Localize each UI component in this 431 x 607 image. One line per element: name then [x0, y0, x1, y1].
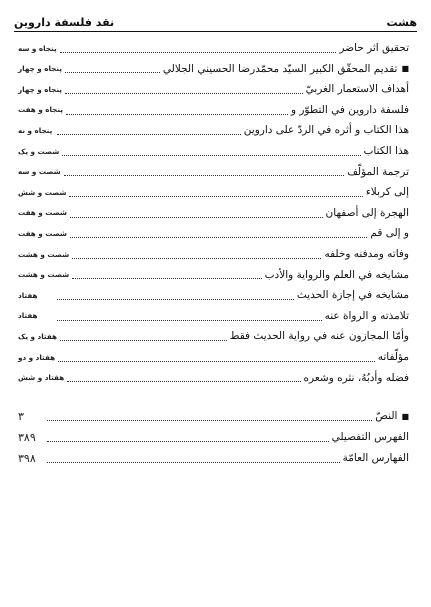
dot-leader [58, 353, 375, 362]
toc-entry-title: تلامذته و الرواة عنه [324, 309, 409, 322]
toc-entry-page: شصت و هفت [18, 208, 67, 218]
toc-entry-page: شصت و يک [18, 146, 60, 156]
dot-leader [65, 64, 160, 73]
toc-entry-title: هذا الكتاب [363, 145, 409, 158]
book-title: نقد فلسفة داروين [14, 16, 115, 29]
dot-leader [69, 188, 362, 197]
toc-entry [18, 38, 409, 59]
toc-entry [18, 100, 409, 121]
toc-entry-page: ٣ [18, 410, 24, 424]
dot-leader [47, 412, 372, 421]
toc-entry-page: هفتاد و دو [18, 352, 56, 362]
toc-entry-title: مؤلّفاته [377, 350, 409, 363]
dot-leader [72, 270, 262, 279]
toc-entry-title: تحقيق اثر حاضر [339, 42, 409, 55]
dot-leader [70, 209, 323, 218]
toc-entry-title: مشايخه في إجازة الحديث [296, 289, 409, 302]
dot-leader [47, 433, 329, 442]
dot-leader [57, 312, 322, 321]
toc-entry-title: ترجمة المؤلّف [347, 165, 409, 178]
toc-entry-title: إلى كربلاء [365, 186, 409, 199]
dot-leader [67, 373, 300, 382]
dot-leader [65, 85, 303, 94]
toc-entry-page: شصت و هشت [18, 270, 70, 280]
table-of-contents [18, 38, 409, 469]
dot-leader [64, 167, 344, 176]
toc-entry [18, 406, 409, 427]
toc-entry [18, 141, 409, 162]
toc-entry [18, 265, 409, 286]
toc-entry-page: هفتاد [18, 311, 38, 321]
dot-leader [72, 250, 321, 259]
toc-entry-title: هذا الكتاب و أثره في الردّ على داروين [243, 124, 409, 137]
square-bullet-icon: ■ [401, 411, 409, 421]
toc-entry-page: پنجاه و هفت [18, 105, 63, 115]
dot-leader [70, 229, 367, 238]
toc-entry-title: الهجرة إلى أصفهان [325, 206, 409, 219]
toc-entry [18, 368, 409, 389]
square-bullet-icon: ■ [401, 63, 409, 73]
toc-entry-title: النصّ [375, 410, 398, 423]
dot-leader [66, 106, 288, 115]
toc-entry [18, 203, 409, 224]
toc-entry-page: ٣٩٨ [18, 452, 36, 466]
toc-entry-page: شصت و هشت [18, 249, 70, 259]
toc-entry [18, 182, 409, 203]
toc-entry-title: فضله وأدبُهُ، نثره وشعره [303, 371, 409, 384]
toc-entry [18, 326, 409, 347]
toc-entry-title: وفاته ومدفنه وخلفه [324, 247, 409, 260]
dot-leader [57, 291, 294, 300]
toc-entry [18, 448, 409, 469]
toc-main-list [18, 38, 409, 388]
dot-leader [47, 454, 340, 463]
toc-entry-page: شصت و سه [18, 167, 61, 177]
toc-final-list [18, 406, 409, 469]
toc-entry-page: شصت و هفت [18, 229, 67, 239]
toc-entry [18, 59, 409, 80]
toc-entry-title: الفهرس التفصيلي [331, 431, 409, 444]
toc-entry-title: فلسفة داروين في التطوّر و [290, 103, 409, 116]
toc-entry-page: پنجاه و سه [18, 43, 57, 53]
page-label: هشت [386, 16, 417, 29]
dot-leader [60, 332, 227, 341]
toc-entry-title: تقديم المحقّق الكبير السيّد محمّدرضا الحسيني الجلالي [162, 62, 398, 75]
toc-entry [18, 244, 409, 265]
dot-leader [60, 44, 337, 53]
toc-entry [18, 306, 409, 327]
toc-entry [18, 79, 409, 100]
toc-entry-page: شصت و شش [18, 187, 67, 197]
toc-entry [18, 162, 409, 183]
toc-entry-page: پنجاه و چهار [18, 84, 62, 94]
toc-entry-page: هفتاد [18, 290, 38, 300]
toc-entry [18, 285, 409, 306]
toc-entry-page: هفتاد و يک [18, 332, 58, 341]
toc-entry-title: مشايخه في العلم والرواية والأدب [264, 268, 409, 281]
toc-entry-page: ٣٨٩ [18, 431, 36, 445]
toc-entry-title: و إلى قم [370, 227, 409, 240]
toc-entry [18, 120, 409, 141]
dot-leader [57, 126, 241, 135]
running-head [14, 9, 417, 29]
toc-entry-title: أهداف الاستعمار الغربيّ [305, 83, 409, 96]
section-gap [18, 388, 409, 406]
toc-entry [18, 223, 409, 244]
toc-entry [18, 427, 409, 448]
toc-entry-page: پنجاه و نه [18, 126, 53, 136]
dot-leader [62, 147, 360, 156]
toc-entry-page: هفتاد و شش [18, 373, 65, 383]
toc-entry-page: پنجاه و چهار [18, 64, 62, 74]
header-rule [14, 31, 417, 32]
toc-entry [18, 347, 409, 368]
toc-entry-title: الفهارس العامّة [342, 452, 409, 465]
toc-entry-title: وأمّا المجازون عنه في رواية الحديث فقط [229, 330, 409, 343]
